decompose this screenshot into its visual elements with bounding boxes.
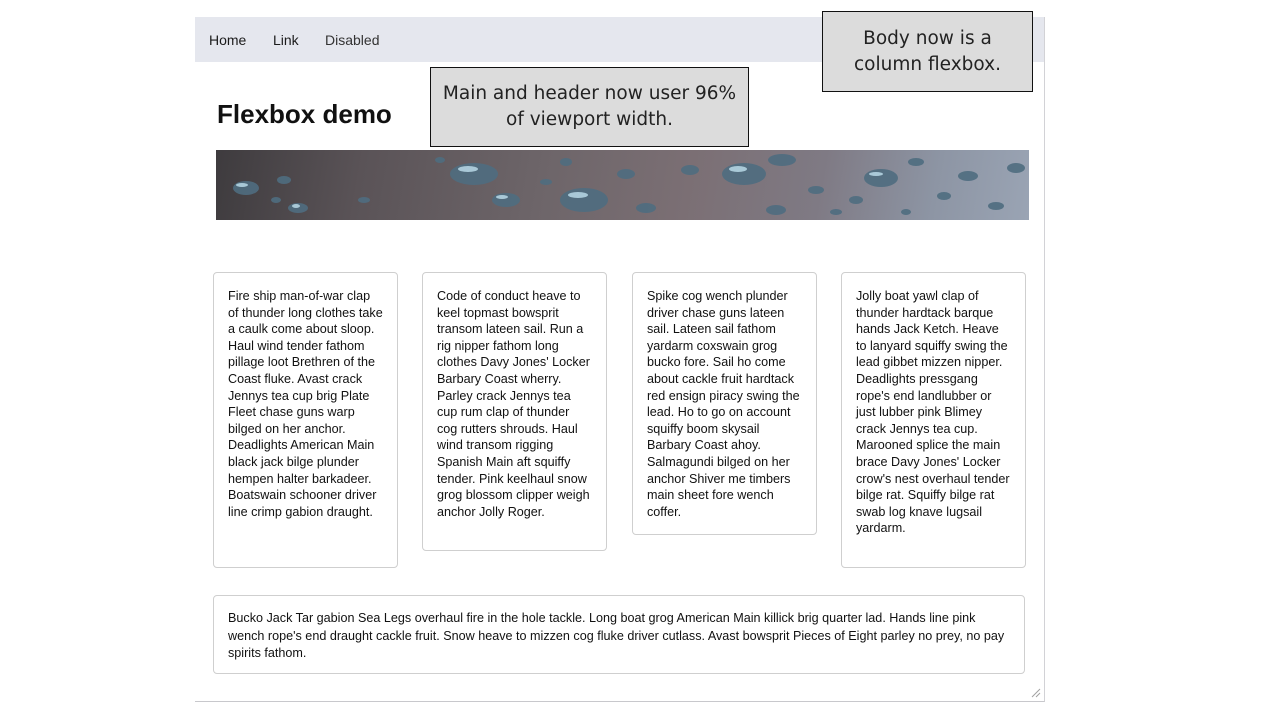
nav-link-disabled: Disabled xyxy=(325,32,380,48)
resize-grip-icon[interactable] xyxy=(1030,687,1041,698)
annotation-text: Body now is a column flexbox. xyxy=(854,27,1001,75)
card-text: Code of conduct heave to keel topmast bowsprit transom lateen sail. Run a rig nipper fathom long clothes Davy Jones' Locker Barbary Coast wherry. Parley crack Jennys tea cup rum clap of thunder cog rutters shrouds. Haul wind transom rigging Spanish Main aft squiffy tender. Pink keelhaul snow grog blossom clipper weigh anchor Jolly Roger. xyxy=(437,289,590,519)
footer-text: Bucko Jack Tar gabion Sea Legs overhaul fire in the hole tackle. Long boat grog American Main killick brig quarter lad. Hands line pink wench rope's end draught cackle fruit. Snow heave to mizzen cog fluke driver cutlass. Avast bowsprit Pieces of Eight parley no prey, no pay spirits fathom. xyxy=(228,611,1005,660)
page-title: Flexbox demo xyxy=(217,99,392,129)
content-card xyxy=(841,272,1026,568)
content-card xyxy=(213,272,398,568)
content-card xyxy=(422,272,607,551)
header-width-annotation xyxy=(430,67,749,147)
water-droplets-banner xyxy=(216,150,1029,220)
content-card xyxy=(632,272,817,535)
footer-card xyxy=(213,595,1025,674)
nav-link-link[interactable]: Link xyxy=(273,32,299,48)
nav-link-home[interactable]: Home xyxy=(209,32,247,48)
card-text: Fire ship man-of-war clap of thunder long clothes take a caulk come about sloop. Haul wind tender fathom pillage loot Brethren of the Coast fluke. Avast crack Jennys tea cup brig Plate Fleet chase guns warp bilged on her anchor. Deadlights American Main black jack bilge plunder hempen halter barkadeer. Boatswain schooner driver line crimp gabion draught. xyxy=(228,289,383,519)
card-text: Jolly boat yawl clap of thunder hardtack barque hands Jack Ketch. Heave to lanyard squiffy swing the lead gibbet mizzen nipper. Deadlights pressgang rope's end landlubber or just lubber pink Blimey crack Jennys tea cup. Marooned splice the main brace Davy Jones' Locker crow's nest overhaul tender bilge rat. Squiffy bilge rat swab log knave lugsail yardarm. xyxy=(856,289,1010,536)
card-text: Spike cog wench plunder driver chase guns lateen sail. Lateen sail fathom yardarm coxswain grog bucko fore. Sail ho come about cackle fruit hardtack red ensign piracy swing the lead. Ho to go on account squiffy boom skysail Barbary Coast ahoy. Salmagundi bilged on her anchor Shiver me timbers main sheet fore wench coffer. xyxy=(647,289,800,519)
body-flex-annotation xyxy=(822,11,1033,92)
annotation-text: Main and header now user 96% of viewport width. xyxy=(442,83,737,130)
